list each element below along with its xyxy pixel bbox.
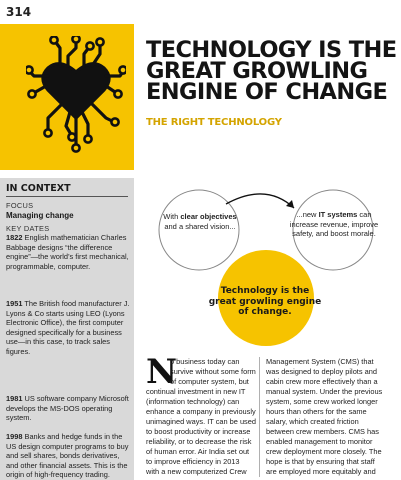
body-line: with a new computerized Crew	[146, 467, 247, 476]
body-line: of human error. Air India set out	[146, 447, 250, 456]
body-line: enabled management to monitor	[266, 437, 373, 446]
headline-line: GREAT GROWLING	[146, 58, 368, 84]
body-line: reliability, or to decrease the risk	[146, 437, 252, 446]
key-date-text: US software company Microsoft develops the MS-DOS operating system.	[6, 394, 129, 423]
key-date-year: 1998	[6, 432, 23, 441]
key-date-year: 1981	[6, 394, 23, 403]
body-column-2	[259, 357, 394, 477]
arrow-line	[226, 194, 294, 208]
body-column-1	[146, 352, 268, 477]
body-line: unimagined ways. IT can be used	[146, 417, 256, 426]
page-headline	[146, 37, 397, 105]
in-context-sidebar	[0, 178, 134, 480]
body-line: survive without some form	[170, 367, 256, 376]
circuit-heart-icon	[26, 36, 126, 156]
sidebar-title: IN CONTEXT	[6, 183, 71, 194]
key-date-entry	[6, 432, 130, 480]
focus-label: FOCUS	[6, 201, 34, 210]
body-line: cabin crew more effectively than a	[266, 377, 378, 386]
left-bubble-text: With clear objectives and a shared vision...	[163, 212, 237, 231]
key-date-text: English mathematician Charles Babbage designs “the difference engine”—the world’s first mechanical, programmable, computer.	[6, 233, 129, 271]
body-line: o business today can	[170, 357, 240, 366]
body-line: are employed more equitably and	[266, 467, 376, 476]
sidebar-divider	[6, 196, 128, 197]
body-line: manual system. Under the previous	[266, 387, 383, 396]
key-date-text: The British food manufacturer J. Lyons & Co starts using LEO (Lyons Electronic Office), the first computer designed specifically for a business use—in this case, to track sales figures.	[6, 299, 130, 356]
key-date-text: Banks and hedge funds in the US design computer programs to buy and sell shares, bonds derivatives, and other financial assets. This is the origin of high-frequency trading.	[6, 432, 129, 480]
key-date-year: 1951	[6, 299, 23, 308]
body-line: between crew members. CMS has	[266, 427, 379, 436]
body-line: was designed to deploy pilots and	[266, 367, 377, 376]
center-line: great growling engine	[208, 296, 322, 307]
arrow-head	[286, 200, 294, 208]
headline-line: TECHNOLOGY IS THE	[146, 37, 397, 63]
page-number: 314	[6, 5, 32, 19]
right-bubble-text: ...new IT systems can increase revenue, improve safety, and boost morale.	[289, 210, 379, 238]
body-line: salary, which created friction	[266, 417, 359, 426]
center-line: of change.	[238, 307, 292, 317]
key-date-entry	[6, 394, 130, 423]
center-statement	[187, 286, 343, 318]
key-date-year: 1822	[6, 233, 23, 242]
body-line: (information technology) can	[146, 397, 240, 406]
body-line: enhance a company in previously	[146, 407, 256, 416]
body-line: continual investment in new IT	[146, 387, 246, 396]
focus-value: Managing change	[6, 211, 74, 220]
body-line: crew deployment more closely. The	[266, 447, 382, 456]
body-line: to boost productivity or increase	[146, 427, 251, 436]
key-date-entry	[6, 299, 130, 357]
key-date-entry	[6, 233, 130, 271]
headline-line: ENGINE OF CHANGE	[146, 79, 388, 105]
body-line: to improve efficiency in 2013	[146, 457, 240, 466]
body-line: system, some crew worked longer	[266, 397, 378, 406]
page-subheading: THE RIGHT TECHNOLOGY	[146, 117, 282, 128]
drop-cap: N	[146, 352, 178, 392]
center-line: Technology is the	[220, 286, 310, 296]
body-line: of computer system, but	[170, 377, 249, 386]
body-line: hope is that by ensuring that staff	[266, 457, 375, 466]
concept-diagram	[134, 178, 401, 348]
key-dates-label: KEY DATES	[6, 224, 50, 233]
body-line: hours than others for the same	[266, 407, 367, 416]
body-line: Management System (CMS) that	[266, 357, 374, 366]
